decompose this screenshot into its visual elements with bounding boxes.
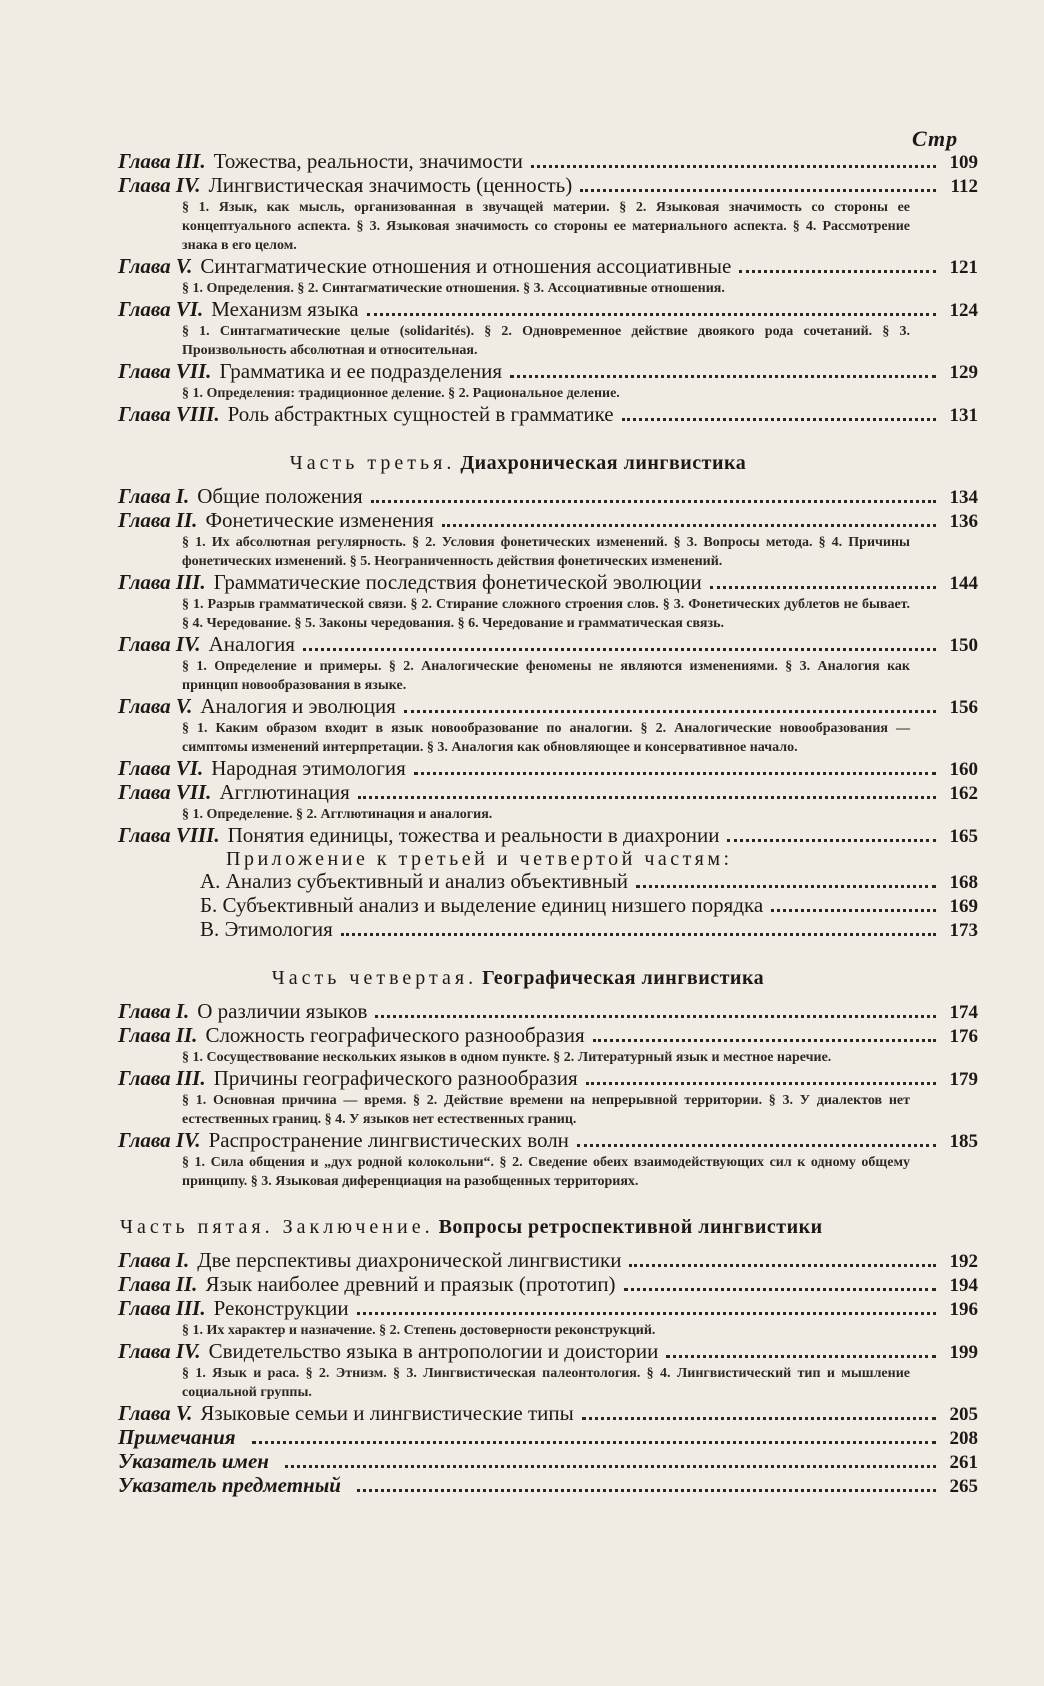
- section-summary: § 1. Язык и раса. § 2. Этнизм. § 3. Лингвистическая палеонтология. § 4. Лингвистический тип и мышление социальной группы.: [182, 1366, 910, 1400]
- chapter-title: О различии языков: [197, 999, 368, 1023]
- toc-entry[interactable]: [118, 1426, 978, 1450]
- dot-leader: [636, 885, 936, 888]
- appendix-entry[interactable]: [200, 870, 978, 894]
- dot-leader: [442, 524, 936, 527]
- page-number: 176: [949, 1026, 978, 1047]
- chapter-label: Глава IV.: [118, 1128, 201, 1152]
- dot-leader: [510, 375, 936, 378]
- dot-leader: [577, 1144, 936, 1147]
- dot-leader: [622, 418, 936, 421]
- part-number: Часть третья.: [289, 452, 456, 474]
- toc-entry[interactable]: [118, 485, 978, 509]
- page-number: 194: [949, 1275, 978, 1296]
- page-number: 124: [949, 300, 978, 321]
- page-number: 112: [950, 176, 978, 197]
- page-number: 205: [949, 1404, 978, 1425]
- chapter-title: Фонетические изменения: [205, 508, 434, 532]
- page-column-header: Стр: [912, 126, 959, 151]
- page-number: 179: [949, 1069, 978, 1090]
- chapter-label: Глава VI.: [118, 297, 204, 321]
- appendix-title: Б. Субъективный анализ и выделение единиц низшего порядка: [200, 893, 764, 917]
- dot-leader: [367, 313, 936, 316]
- chapter-title: Две перспективы диахронической лингвистики: [197, 1248, 622, 1272]
- part-title: Диахроническая лингвистика: [460, 452, 747, 474]
- page-number: 199: [949, 1342, 978, 1363]
- page-number: 173: [949, 920, 978, 941]
- dot-leader: [531, 165, 936, 168]
- section-summary: § 1. Определения. § 2. Синтагматические отношения. § 3. Ассоциативные отношения.: [182, 281, 725, 296]
- table-of-contents: [118, 150, 978, 1498]
- toc-entry[interactable]: [118, 1000, 978, 1024]
- page-number: 208: [949, 1428, 978, 1449]
- dot-leader: [357, 1312, 936, 1315]
- part-heading: [118, 451, 978, 475]
- page-number: 129: [949, 362, 978, 383]
- chapter-label: Глава I.: [118, 999, 190, 1023]
- dot-leader: [739, 270, 936, 273]
- dot-leader: [629, 1264, 936, 1267]
- page-number: 261: [949, 1452, 978, 1473]
- page-number: 162: [949, 783, 978, 804]
- chapter-title: Распространение лингвистических волн: [208, 1128, 569, 1152]
- dot-leader: [582, 1417, 936, 1420]
- section-summary: § 1. Сосуществование нескольких языков в одном пункте. § 2. Литературный язык и местное наречие.: [182, 1050, 832, 1065]
- part-title: Вопросы ретроспективной лингвистики: [438, 1216, 823, 1238]
- page-number: 121: [949, 257, 978, 278]
- toc-entry[interactable]: [118, 1067, 978, 1091]
- toc-entry[interactable]: [118, 571, 978, 595]
- chapter-label: Указатель предметный: [118, 1473, 341, 1497]
- page-number: 156: [949, 697, 978, 718]
- appendix-title: А. Анализ субъективный и анализ объективный: [200, 869, 629, 893]
- chapter-label: Глава VIII.: [118, 823, 220, 847]
- appendix-entry[interactable]: [200, 894, 978, 918]
- chapter-label: Глава III.: [118, 149, 206, 173]
- chapter-label: Глава IV.: [118, 1339, 201, 1363]
- page-number: 192: [949, 1251, 978, 1272]
- toc-entry[interactable]: [118, 403, 978, 427]
- dot-leader: [414, 772, 936, 775]
- toc-entry[interactable]: [118, 1249, 978, 1273]
- page-number: 131: [949, 405, 978, 426]
- chapter-label: Примечания: [118, 1425, 236, 1449]
- part-title: Географическая лингвистика: [482, 967, 765, 989]
- chapter-label: Глава VII.: [118, 359, 212, 383]
- toc-entry[interactable]: [118, 1024, 978, 1048]
- page-number: 109: [949, 152, 978, 173]
- section-summary: § 1. Сила общения и „дух родной колокольни“. § 2. Сведение обеих взаимодействующих сил к одному общему принципу. § 3. Языковая диференциация на разобщенных территориях.: [182, 1155, 910, 1189]
- page-number: 168: [949, 872, 978, 893]
- chapter-label: Глава III.: [118, 1066, 206, 1090]
- section-summary: § 1. Основная причина — время. § 2. Действие времени на непрерывной территории. § 3. У диалектов нет естественных границ. § 4. У языков нет естественных границ.: [182, 1093, 910, 1127]
- chapter-title: Реконструкции: [213, 1296, 349, 1320]
- toc-entry[interactable]: [118, 1129, 978, 1153]
- section-summary: § 1. Каким образом входит в язык новообразование по аналогии. § 2. Аналогические новообразования — симптомы изменений интерпретации. § 3. Аналогия как обновляющее и консервативное начало.: [182, 721, 910, 755]
- toc-entry[interactable]: [118, 174, 978, 198]
- section-summary: § 1. Синтагматические целые (solidarités). § 2. Одновременное действие двоякого рода сочетаний. § 3. Произвольность абсолютная и относительная.: [182, 324, 910, 358]
- dot-leader: [710, 586, 936, 589]
- chapter-label: Глава III.: [118, 570, 206, 594]
- page-number: 160: [949, 759, 978, 780]
- chapter-title: Народная этимология: [211, 756, 406, 780]
- chapter-title: Причины географического разнообразия: [213, 1066, 578, 1090]
- chapter-title: Грамматические последствия фонетической эволюции: [213, 570, 702, 594]
- chapter-title: Аналогия и эволюция: [200, 694, 396, 718]
- chapter-label: Глава VIII.: [118, 402, 220, 426]
- chapter-label: Глава I.: [118, 1248, 190, 1272]
- dot-leader: [580, 189, 936, 192]
- toc-entry[interactable]: [118, 1297, 978, 1321]
- appendix-heading: Приложение к третьей и четвертой частям:: [226, 848, 733, 870]
- chapter-title: Синтагматические отношения и отношения ассоциативные: [200, 254, 732, 278]
- toc-entry[interactable]: [118, 824, 978, 848]
- dot-leader: [586, 1082, 936, 1085]
- section-summary: § 1. Определение и примеры. § 2. Аналогические феномены не являются изменениями. § 3. Аналогия как принцип новообразования в языке.: [182, 659, 910, 693]
- chapter-title: Языковые семьи и лингвистические типы: [200, 1401, 574, 1425]
- chapter-title: Общие положения: [197, 484, 363, 508]
- toc-entry[interactable]: [118, 757, 978, 781]
- chapter-label: Глава VII.: [118, 780, 212, 804]
- dot-leader: [252, 1441, 936, 1444]
- part-heading: [120, 1215, 978, 1239]
- chapter-label: Глава IV.: [118, 173, 201, 197]
- section-summary: § 1. Их характер и назначение. § 2. Степень достоверности реконструкций.: [182, 1323, 656, 1338]
- chapter-label: Глава IV.: [118, 632, 201, 656]
- toc-entry[interactable]: [118, 255, 978, 279]
- section-summary: § 1. Их абсолютная регулярность. § 2. Условия фонетических изменений. § 3. Вопросы метода. § 4. Причины фонетических изменений. § 5. Неограниченность действия фонетических изменений.: [182, 535, 910, 569]
- page-number: 165: [949, 826, 978, 847]
- section-summary: § 1. Определения: традиционное деление. § 2. Рациональное деление.: [182, 386, 620, 401]
- chapter-title: Свидетельство языка в антропологии и доистории: [208, 1339, 659, 1363]
- dot-leader: [341, 933, 936, 936]
- page-number: 185: [949, 1131, 978, 1152]
- chapter-label: Глава V.: [118, 694, 193, 718]
- page-number: 174: [949, 1002, 978, 1023]
- toc-entry[interactable]: [118, 695, 978, 719]
- toc-entry[interactable]: [118, 298, 978, 322]
- part-number: Часть пятая. Заключение.: [120, 1216, 434, 1238]
- section-summary: § 1. Разрыв грамматической связи. § 2. Стирание сложного строения слов. § 3. Фонетических дублетов не бывает. § 4. Чередование. § 5. Законы чередования. § 6. Чередование и грамматическая связь.: [182, 597, 910, 631]
- chapter-label: Глава V.: [118, 254, 193, 278]
- chapter-title: Агглютинация: [219, 780, 350, 804]
- section-summary: § 1. Определение. § 2. Агглютинация и аналогия.: [182, 807, 493, 822]
- chapter-title: Язык наиболее древний и праязык (прототип): [205, 1272, 616, 1296]
- toc-entry[interactable]: [118, 1450, 978, 1474]
- part-heading: [118, 966, 978, 990]
- chapter-title: Понятия единицы, тожества и реальности в диахронии: [227, 823, 720, 847]
- toc-entry[interactable]: [118, 1402, 978, 1426]
- chapter-title: Роль абстрактных сущностей в грамматике: [227, 402, 614, 426]
- appendix-entry[interactable]: [200, 918, 978, 942]
- chapter-title: Сложность географического разнообразия: [205, 1023, 585, 1047]
- toc-entry[interactable]: [118, 509, 978, 533]
- chapter-title: Механизм языка: [211, 297, 359, 321]
- dot-leader: [357, 1489, 936, 1492]
- page-number: 136: [949, 511, 978, 532]
- dot-leader: [666, 1355, 936, 1358]
- dot-leader: [285, 1465, 936, 1468]
- chapter-title: Тожества, реальности, значимости: [213, 149, 523, 173]
- toc-entry[interactable]: [118, 781, 978, 805]
- dot-leader: [303, 648, 936, 651]
- toc-entry[interactable]: [118, 1340, 978, 1364]
- dot-leader: [375, 1015, 936, 1018]
- chapter-title: Лингвистическая значимость (ценность): [208, 173, 573, 197]
- dot-leader: [404, 710, 936, 713]
- toc-entry[interactable]: [118, 1474, 978, 1498]
- page-number: 196: [949, 1299, 978, 1320]
- toc-entry[interactable]: [118, 360, 978, 384]
- chapter-label: Глава VI.: [118, 756, 204, 780]
- chapter-label: Глава II.: [118, 1023, 198, 1047]
- page-number: 265: [949, 1476, 978, 1497]
- toc-entry[interactable]: [118, 633, 978, 657]
- chapter-label: Глава III.: [118, 1296, 206, 1320]
- dot-leader: [771, 909, 936, 912]
- dot-leader: [371, 500, 936, 503]
- page-number: 144: [949, 573, 978, 594]
- toc-entry[interactable]: [118, 150, 978, 174]
- page-number: 169: [949, 896, 978, 917]
- page-number: 150: [949, 635, 978, 656]
- section-summary: § 1. Язык, как мысль, организованная в звучащей материи. § 2. Языковая значимость со стороны ее концептуального аспекта. § 3. Языковая значимость со стороны ее материального аспекта. § 4. Рассмотрение знака в его целом.: [182, 200, 910, 253]
- chapter-title: Грамматика и ее подразделения: [219, 359, 503, 383]
- dot-leader: [593, 1039, 936, 1042]
- chapter-label: Глава II.: [118, 508, 198, 532]
- chapter-title: Аналогия: [208, 632, 295, 656]
- chapter-label: Указатель имен: [118, 1449, 269, 1473]
- chapter-label: Глава I.: [118, 484, 190, 508]
- dot-leader: [727, 839, 936, 842]
- chapter-label: Глава V.: [118, 1401, 193, 1425]
- appendix-title: В. Этимология: [200, 917, 333, 941]
- toc-entry[interactable]: [118, 1273, 978, 1297]
- page-number: 134: [949, 487, 978, 508]
- dot-leader: [624, 1288, 936, 1291]
- chapter-label: Глава II.: [118, 1272, 198, 1296]
- dot-leader: [358, 796, 936, 799]
- part-number: Часть четвертая.: [271, 967, 478, 989]
